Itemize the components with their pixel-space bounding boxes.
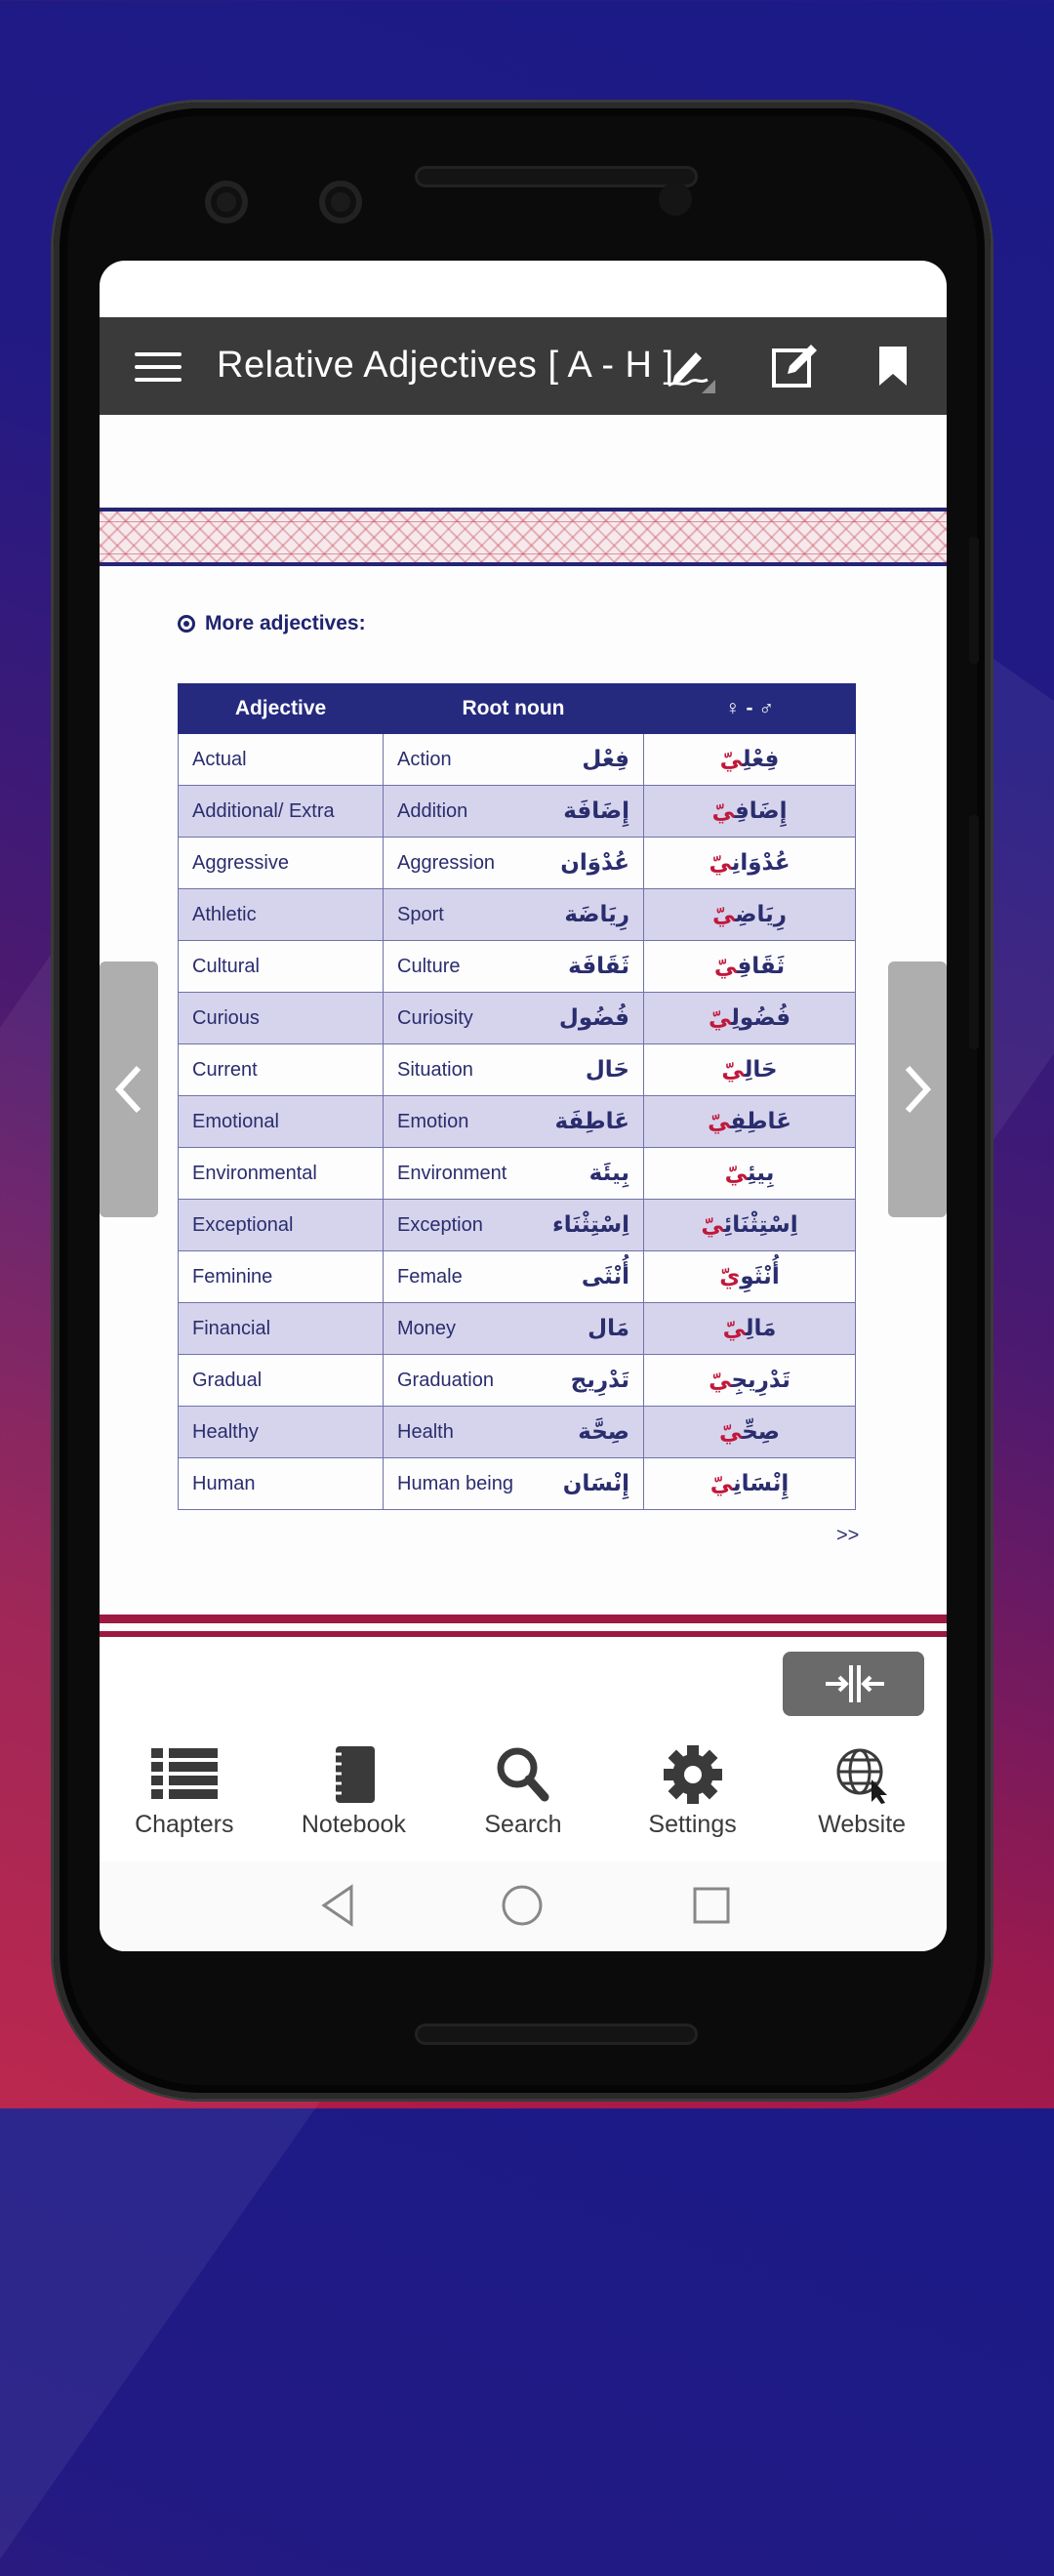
chevron-left-icon (109, 1060, 148, 1119)
edit-note-icon[interactable] (768, 339, 823, 393)
root-noun-arabic: تَدْرِيج (570, 1368, 629, 1393)
fit-width-icon (783, 1652, 924, 1716)
proximity-sensor (659, 183, 692, 216)
arabic-adjective-stem: رِيَاضِ (735, 902, 788, 927)
arabic-adjective-cell (644, 786, 856, 838)
arabic-adjective-stem: تَدْرِيجِ (731, 1368, 790, 1393)
arabic-adjective-ending: يّ (709, 850, 732, 876)
arabic-adjective-ending: يّ (719, 747, 743, 772)
root-noun-cell (384, 941, 644, 993)
table-row (179, 734, 856, 786)
arabic-adjective-cell (644, 1044, 856, 1096)
table-row (179, 941, 856, 993)
root-noun-english: Aggression (397, 851, 496, 874)
bottom-speaker (415, 2024, 698, 2045)
front-camera-icon (319, 181, 362, 224)
divider-line (100, 1615, 947, 1623)
adjective-cell: Curious (179, 993, 384, 1044)
table-row (179, 1251, 856, 1303)
arabic-adjective-cell (644, 1407, 856, 1458)
chevron-right-icon (898, 1060, 937, 1119)
app-toolbar (100, 317, 947, 415)
root-noun-english: Human being (397, 1472, 513, 1494)
arabic-adjective-stem: إِضَافِ (734, 798, 788, 824)
adjectives-table (178, 683, 856, 1510)
arabic-adjective-stem: صِحِّ (742, 1419, 781, 1445)
root-noun-cell (384, 838, 644, 889)
root-noun-arabic: بِيئَة (588, 1161, 629, 1186)
root-noun-arabic: حَال (585, 1057, 629, 1083)
header-root-noun: Root noun (384, 684, 644, 734)
arabic-adjective-ending: يّ (722, 1316, 746, 1341)
nav-website[interactable] (777, 1730, 947, 1847)
table-body (179, 734, 856, 1510)
root-noun-cell (384, 1251, 644, 1303)
root-noun-english: Curiosity (397, 1006, 473, 1029)
adjective-cell: Feminine (179, 1251, 384, 1303)
root-noun-english: Addition (397, 799, 468, 822)
arabic-adjective-stem: بِيئِ (747, 1161, 775, 1186)
root-noun-arabic: صِحَّة (578, 1419, 629, 1445)
arabic-adjective-stem: ثَقَافِ (737, 954, 786, 979)
table-row (179, 786, 856, 838)
arabic-adjective-stem: إِنْسَانِ (733, 1471, 790, 1496)
root-noun-cell (384, 1355, 644, 1407)
root-noun-english: Health (397, 1420, 454, 1443)
arabic-adjective-ending: يّ (718, 1419, 743, 1445)
root-noun-cell (384, 1407, 644, 1458)
adjective-cell: Gradual (179, 1355, 384, 1407)
arabic-adjective-ending: يّ (708, 1109, 731, 1134)
arabic-adjective-ending: يّ (711, 902, 736, 927)
arabic-adjective-ending: يّ (719, 1264, 741, 1289)
back-icon[interactable] (314, 1881, 363, 1930)
table-row (179, 1044, 856, 1096)
root-noun-english: Culture (397, 955, 461, 977)
adjective-cell: Emotional (179, 1096, 384, 1148)
adjective-cell: Healthy (179, 1407, 384, 1458)
header-adjective: Adjective (179, 684, 384, 734)
adjective-cell: Aggressive (179, 838, 384, 889)
arabic-adjective-cell (644, 1096, 856, 1148)
nav-settings[interactable] (608, 1730, 778, 1847)
handwriting-icon[interactable] (661, 339, 715, 393)
next-page-link[interactable]: >> (836, 1525, 860, 1546)
notebook-icon (318, 1744, 388, 1805)
recents-icon[interactable] (687, 1881, 736, 1930)
table-row (179, 1303, 856, 1355)
adjective-cell: Exceptional (179, 1200, 384, 1251)
root-noun-arabic: رِيَاضَة (564, 902, 629, 927)
section-heading: More adjectives: (178, 612, 366, 635)
globe-icon (827, 1744, 897, 1805)
lesson-page (100, 415, 947, 1630)
search-icon (488, 1744, 558, 1805)
root-noun-arabic: عَاطِفَة (554, 1109, 629, 1134)
table-row (179, 993, 856, 1044)
root-noun-english: Environment (397, 1162, 507, 1184)
arabic-adjective-cell (644, 838, 856, 889)
adjective-cell: Actual (179, 734, 384, 786)
ornament-border (100, 508, 947, 566)
bottom-navigation (100, 1730, 947, 1847)
nav-chapters-label: Chapters (135, 1811, 234, 1838)
root-noun-english: Money (397, 1317, 457, 1339)
table-row (179, 1096, 856, 1148)
nav-notebook[interactable] (269, 1730, 439, 1847)
adjective-cell: Additional/ Extra (179, 786, 384, 838)
arabic-adjective-stem: فُضُولِ (731, 1005, 791, 1031)
divider-line (100, 1631, 947, 1637)
nav-search-label: Search (484, 1811, 562, 1838)
root-noun-english: Female (397, 1265, 463, 1288)
root-noun-arabic: إِضَافَة (563, 798, 629, 824)
root-noun-arabic: مَال (588, 1316, 629, 1341)
table-row (179, 1200, 856, 1251)
adjective-cell: Current (179, 1044, 384, 1096)
arabic-adjective-cell (644, 941, 856, 993)
system-navigation-bar (100, 1861, 947, 1951)
arabic-adjective-stem: فِعْلِ (742, 747, 780, 772)
arabic-adjective-cell (644, 993, 856, 1044)
next-page-button[interactable] (888, 961, 947, 1217)
earpiece-speaker (415, 166, 698, 187)
nav-settings-label: Settings (648, 1811, 737, 1838)
arabic-adjective-stem: أُنْثَوِ (740, 1264, 780, 1289)
adjective-cell: Cultural (179, 941, 384, 993)
fit-width-button[interactable] (783, 1652, 924, 1716)
arabic-adjective-cell (644, 1251, 856, 1303)
header-gender: ♀ - ♂ (644, 684, 856, 734)
arabic-adjective-ending: يّ (709, 1471, 734, 1496)
table-row (179, 1355, 856, 1407)
root-noun-cell (384, 1096, 644, 1148)
nav-website-label: Website (818, 1811, 907, 1838)
root-noun-arabic: اِسْتِثْنَاء (551, 1212, 629, 1238)
previous-page-button[interactable] (100, 961, 158, 1217)
arabic-adjective-stem: عَاطِفِ (730, 1109, 791, 1134)
list-icon (149, 1744, 220, 1805)
root-noun-cell (384, 1303, 644, 1355)
table-row (179, 1458, 856, 1510)
arabic-adjective-ending: يّ (724, 1161, 748, 1186)
root-noun-cell (384, 1148, 644, 1200)
arabic-adjective-ending: يّ (709, 1368, 732, 1393)
root-noun-arabic: عُدْوَان (560, 850, 629, 876)
root-noun-english: Exception (397, 1213, 483, 1236)
bookmark-icon[interactable] (866, 339, 920, 393)
nav-notebook-label: Notebook (301, 1811, 406, 1838)
table-header-row (179, 684, 856, 734)
front-camera-icon (205, 181, 248, 224)
root-noun-cell (384, 734, 644, 786)
root-noun-cell (384, 1458, 644, 1510)
arabic-adjective-cell (644, 1200, 856, 1251)
arabic-adjective-stem: عُدْوَانِ (731, 850, 790, 876)
home-icon[interactable] (498, 1881, 547, 1930)
adjective-cell: Athletic (179, 889, 384, 941)
arabic-adjective-ending: يّ (701, 1212, 724, 1238)
volume-button (969, 815, 979, 1049)
root-noun-arabic: ثَقَافَة (568, 954, 629, 979)
arabic-adjective-cell (644, 1355, 856, 1407)
arabic-adjective-ending: يّ (713, 954, 738, 979)
root-noun-arabic: فِعْل (582, 747, 629, 772)
arabic-adjective-stem: اِسْتِثْنَائِ (723, 1212, 798, 1238)
arabic-adjective-cell (644, 1458, 856, 1510)
root-noun-arabic: أُنْثَى (581, 1264, 629, 1289)
bullet-icon (178, 615, 195, 633)
adjective-cell: Environmental (179, 1148, 384, 1200)
nav-search[interactable] (438, 1730, 608, 1847)
adjective-cell: Human (179, 1458, 384, 1510)
arabic-adjective-cell (644, 889, 856, 941)
nav-chapters[interactable] (100, 1730, 269, 1847)
adjective-cell: Financial (179, 1303, 384, 1355)
arabic-adjective-stem: حَالِ (744, 1057, 778, 1083)
page-title: Relative Adjectives [ A - H ] (217, 345, 674, 386)
table-row (179, 1407, 856, 1458)
menu-icon[interactable] (135, 352, 182, 382)
arabic-adjective-ending: يّ (711, 798, 735, 824)
arabic-adjective-cell (644, 734, 856, 786)
root-noun-cell (384, 889, 644, 941)
table-row (179, 838, 856, 889)
arabic-adjective-ending: يّ (721, 1057, 745, 1083)
root-noun-arabic: إِنْسَان (562, 1471, 629, 1496)
arabic-adjective-ending: يّ (708, 1005, 732, 1031)
table-row (179, 889, 856, 941)
root-noun-cell (384, 1200, 644, 1251)
arabic-adjective-cell (644, 1148, 856, 1200)
root-noun-cell (384, 786, 644, 838)
root-noun-cell (384, 1044, 644, 1096)
root-noun-english: Action (397, 748, 452, 770)
arabic-adjective-stem: مَالِ (745, 1316, 777, 1341)
arabic-adjective-cell (644, 1303, 856, 1355)
gear-icon (658, 1744, 728, 1805)
power-button (969, 537, 979, 664)
table-row (179, 1148, 856, 1200)
app-screen (100, 261, 947, 1951)
root-noun-english: Graduation (397, 1369, 494, 1391)
root-noun-english: Sport (397, 903, 444, 925)
root-noun-cell (384, 993, 644, 1044)
root-noun-arabic: فُضُول (558, 1005, 629, 1031)
root-noun-english: Situation (397, 1058, 473, 1081)
root-noun-english: Emotion (397, 1110, 469, 1132)
